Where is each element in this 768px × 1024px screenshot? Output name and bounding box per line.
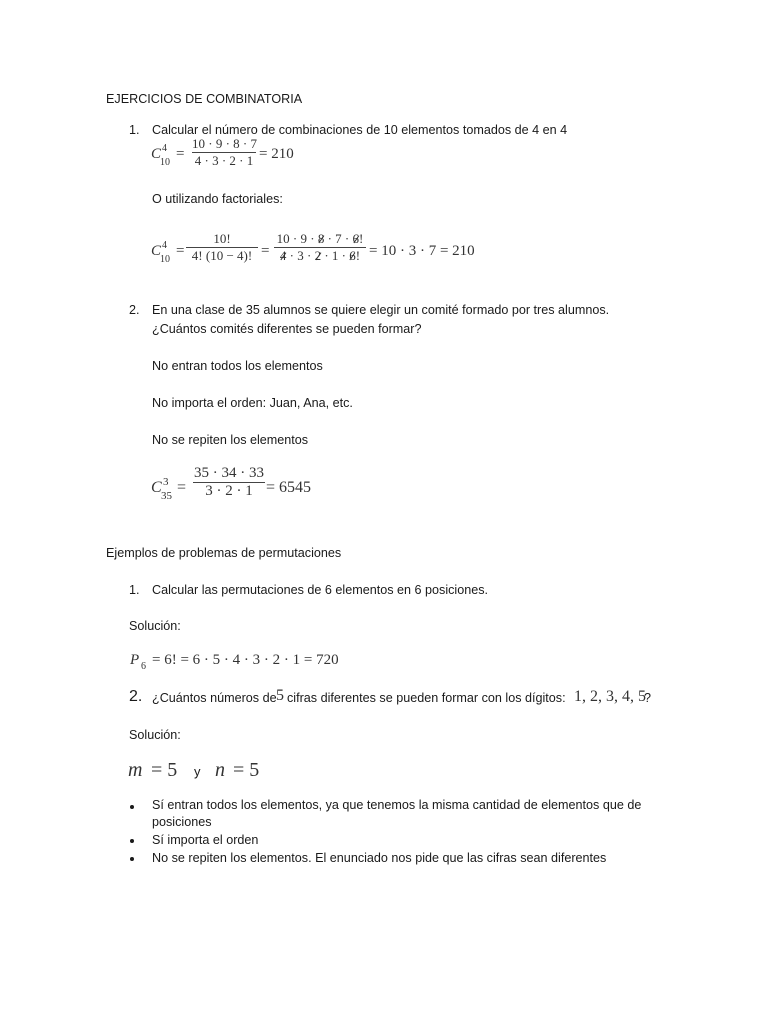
connector-y: y bbox=[194, 764, 201, 779]
formula-sub: 35 bbox=[161, 490, 172, 502]
list-number: 1. bbox=[129, 123, 140, 137]
exercise-2-line-2: ¿Cuántos comités diferentes se pueden formar? bbox=[152, 322, 422, 336]
bullet-dot bbox=[130, 857, 134, 861]
note-text: No entran todos los elementos bbox=[152, 359, 323, 373]
formula-sup: 4 bbox=[162, 143, 167, 154]
formula-result: = 10 · 3 · 7 = 210 bbox=[369, 243, 475, 259]
formula-eq: = bbox=[177, 479, 187, 496]
solution-label: Solución: bbox=[129, 728, 181, 742]
n-value: = 5 bbox=[233, 759, 260, 781]
formula-sup: 4 bbox=[162, 240, 167, 251]
m-value: = 5 bbox=[151, 759, 178, 781]
formula-sub: 10 bbox=[160, 254, 170, 265]
factorial-intro: O utilizando factoriales: bbox=[152, 192, 283, 206]
digits-list: 1, 2, 3, 4, 5 bbox=[574, 688, 646, 705]
section-heading: Ejemplos de problemas de permutaciones bbox=[106, 546, 342, 560]
formula-sub: 10 bbox=[160, 157, 170, 168]
inline-number: 5 bbox=[276, 687, 284, 704]
note-text: No se repiten los elementos bbox=[152, 433, 309, 447]
fraction-denominator: 3 · 2 · 1 bbox=[205, 483, 253, 499]
formula-result: = 210 bbox=[259, 146, 294, 162]
fraction-denominator: 4 · 3 · 2 · 1 bbox=[194, 153, 254, 168]
formula-eq-2: = bbox=[261, 243, 270, 259]
exercise-1-text: Calcular el número de combinaciones de 10 elementos tomados de 4 en 4 bbox=[152, 123, 568, 137]
formula-symbol: P bbox=[130, 652, 140, 668]
fraction-numerator: 10 · 9 · 8 · 7 · 6! bbox=[276, 231, 364, 246]
exercise-2-line-1: En una clase de 35 alumnos se quiere elegir un comité formado por tres alumnos. bbox=[152, 303, 610, 317]
permutation-2-text-before: ¿Cuántos números de bbox=[152, 691, 277, 705]
permutation-1-text: Calcular las permutaciones de 6 elementos en 6 posiciones. bbox=[152, 583, 489, 597]
question-mark: ? bbox=[644, 691, 652, 705]
formula-sup: 3 bbox=[163, 476, 169, 488]
formula-rest: = 6! = 6 · 5 · 4 · 3 · 2 · 1 = 720 bbox=[152, 652, 339, 668]
fraction-denominator: 4! (10 − 4)! bbox=[191, 248, 253, 263]
formula-result: = 6545 bbox=[266, 479, 312, 496]
formula-sub: 6 bbox=[141, 661, 146, 672]
n-variable: n bbox=[215, 759, 225, 781]
formula-fraction bbox=[193, 465, 265, 500]
list-number-large: 2. bbox=[129, 688, 143, 705]
bullet-text: Sí entran todos los elementos, ya que tenemos la misma cantidad de elementos que de bbox=[152, 798, 642, 812]
formula-symbol: C bbox=[151, 243, 162, 259]
bullet-text: Sí importa el orden bbox=[152, 833, 259, 847]
formula-fraction-1 bbox=[186, 231, 258, 264]
fraction-denominator: 4 · 3 · 2 · 1 · 6! bbox=[279, 248, 361, 263]
list-number: 1. bbox=[129, 583, 140, 597]
page-title: EJERCICIOS DE COMBINATORIA bbox=[106, 92, 303, 106]
bullet-text-continuation: posiciones bbox=[152, 815, 212, 829]
bullet-text: No se repiten los elementos. El enunciado nos pide que las cifras sean diferentes bbox=[152, 851, 607, 865]
formula-symbol: C bbox=[151, 479, 162, 496]
formula-eq: = bbox=[176, 146, 185, 162]
formula-symbol: C bbox=[151, 146, 162, 162]
formula-fraction-2 bbox=[274, 231, 366, 264]
fraction-numerator: 10 · 9 · 8 · 7 bbox=[192, 136, 257, 151]
formula-eq: = bbox=[176, 243, 185, 259]
m-variable: m bbox=[128, 759, 143, 781]
note-text: No importa el orden: Juan, Ana, etc. bbox=[152, 396, 353, 410]
list-number: 2. bbox=[129, 303, 140, 317]
bullet-dot bbox=[130, 805, 134, 809]
solution-label: Solución: bbox=[129, 619, 181, 633]
formula-fraction bbox=[192, 136, 256, 169]
fraction-numerator: 10! bbox=[213, 231, 231, 246]
fraction-numerator: 35 · 34 · 33 bbox=[194, 465, 264, 481]
bullet-dot bbox=[130, 839, 134, 843]
permutation-2-text-after: cifras diferentes se pueden formar con los dígitos: bbox=[287, 691, 566, 705]
